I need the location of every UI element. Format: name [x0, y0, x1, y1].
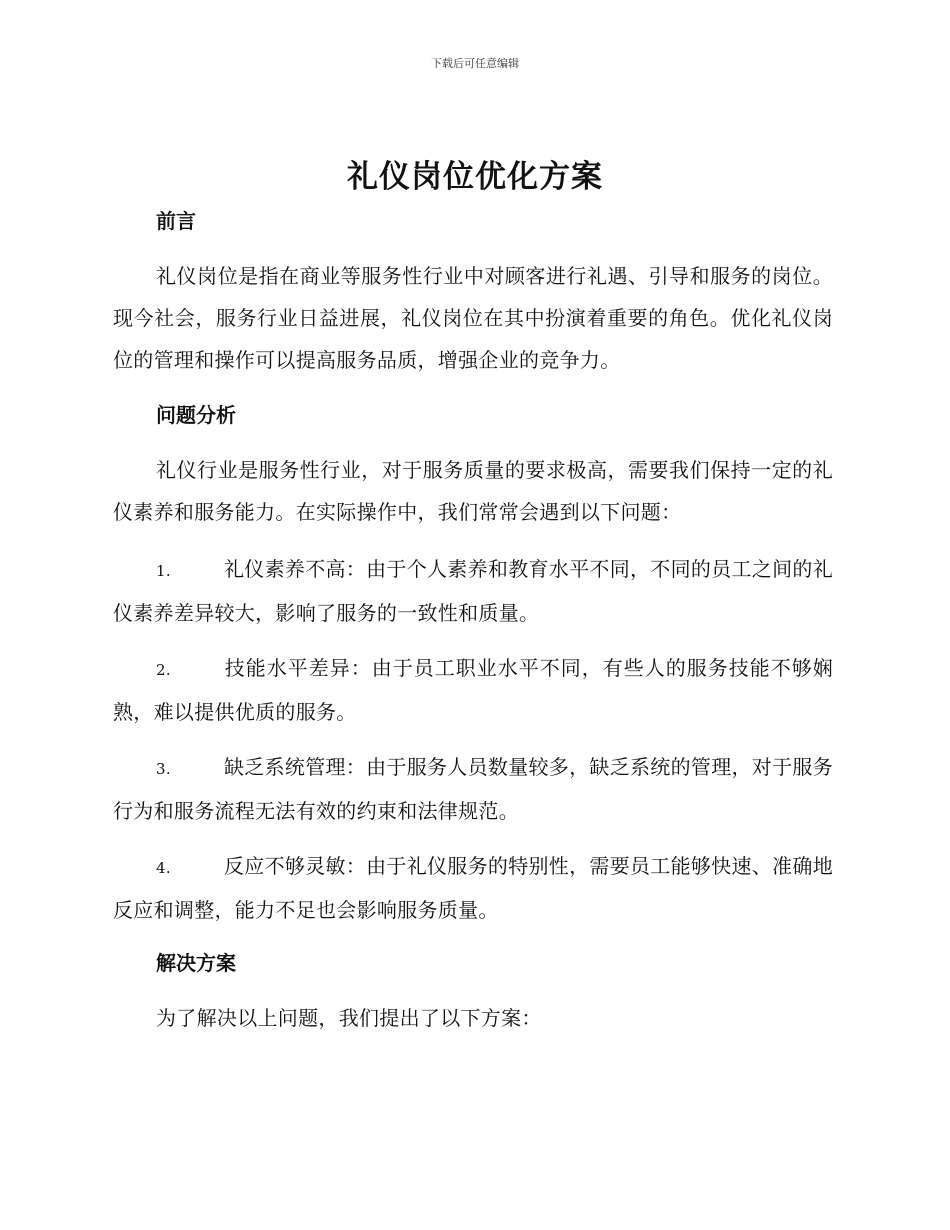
list-item	[113, 548, 833, 634]
section-heading-analysis: 问题分析	[156, 403, 236, 427]
list-item-number: 4.	[156, 859, 171, 877]
header-note: 下载后可任意编辑	[431, 57, 519, 70]
list-item-text: 反应不够灵敏：由于礼仪服务的特别性，需要员工能够快速、准确地反应和调整，能力不足也会影响服务质量。	[113, 854, 833, 922]
section-heading-intro: 前言	[156, 209, 196, 233]
list-item	[113, 845, 833, 931]
list-item	[113, 746, 833, 832]
list-item-number: 1.	[156, 562, 171, 580]
list-item-number: 3.	[156, 760, 171, 778]
solution-paragraph: 为了解决以上问题，我们提出了以下方案：	[156, 1006, 542, 1030]
list-item-text: 缺乏系统管理：由于服务人员数量较多，缺乏系统的管理，对于服务行为和服务流程无法有效的约束和法律规范。	[113, 755, 833, 823]
document-title: 礼仪岗位优化方案	[347, 159, 603, 195]
analysis-paragraph: 礼仪行业是服务性行业，对于服务质量的要求极高，需要我们保持一定的礼仪素养和服务能力。在实际操作中，我们常常会遇到以下问题：	[113, 458, 833, 524]
list-item-number: 2.	[156, 661, 171, 679]
list-item-text: 技能水平差异：由于员工职业水平不同，有些人的服务技能不够娴熟，难以提供优质的服务。	[113, 656, 833, 724]
intro-paragraph: 礼仪岗位是指在商业等服务性行业中对顾客进行礼遇、引导和服务的岗位。现今社会，服务行业日益进展，礼仪岗位在其中扮演着重要的角色。优化礼仪岗位的管理和操作可以提高服务品质，增强企业的竞争力。	[113, 264, 833, 372]
list-item	[113, 647, 833, 733]
section-heading-solution: 解决方案	[156, 951, 236, 975]
list-item-text: 礼仪素养不高：由于个人素养和教育水平不同，不同的员工之间的礼仪素养差异较大，影响了服务的一致性和质量。	[113, 557, 833, 625]
document-body	[113, 202, 833, 1054]
